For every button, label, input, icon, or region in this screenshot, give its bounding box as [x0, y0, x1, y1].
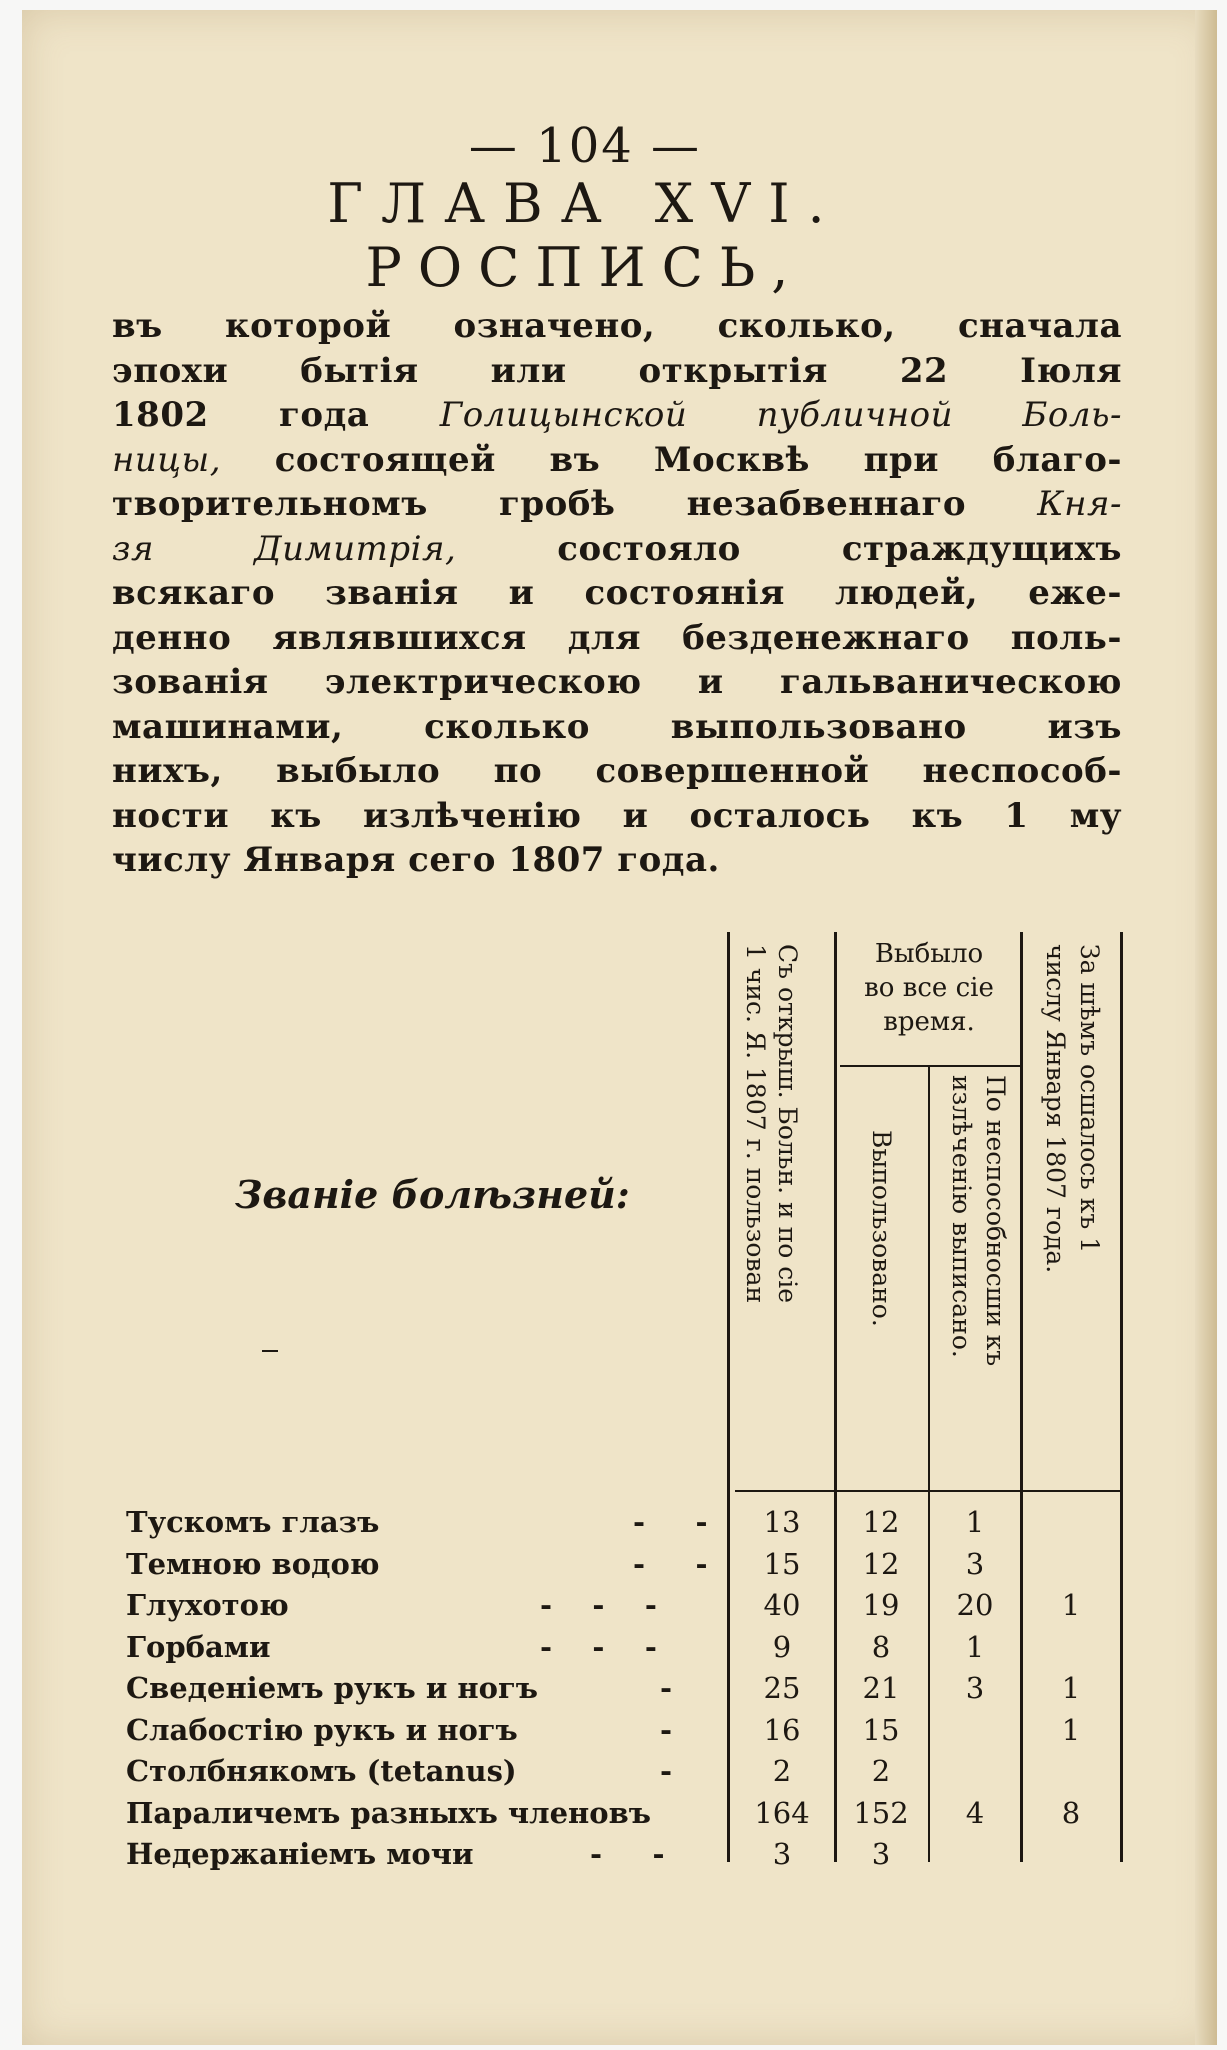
cell-cured: 19	[862, 1588, 900, 1622]
header-remaining-a: За шѣмъ осшалось къ 1	[1075, 944, 1104, 1254]
disease-name: Сведеніемъ рукъ и ногъ	[126, 1671, 539, 1705]
intro-line-6-text: состояло страждущихъ	[557, 528, 1123, 569]
cell-admitted: 16	[763, 1712, 801, 1747]
intro-line-1: въ которой означено, сколько, сначала	[112, 306, 1122, 346]
table-row	[0, 1627, 1170, 1668]
cell-discharged: 1	[965, 1505, 985, 1539]
leader-dashes: - -	[633, 1505, 708, 1539]
cell-cured: 8	[871, 1629, 891, 1664]
cell-cured: 12	[862, 1505, 900, 1539]
disease-name: Недержаніемъ мочи	[126, 1837, 474, 1871]
disease-name: Глухотою	[126, 1588, 289, 1622]
leader-dashes: - -	[633, 1546, 708, 1581]
table-row	[0, 1710, 1170, 1751]
intro-line-3	[112, 393, 1122, 438]
prince-name-start: Кня-	[1037, 484, 1123, 524]
cell-admitted: 13	[763, 1505, 801, 1539]
table-row	[0, 1751, 1170, 1792]
table-row	[0, 1793, 1170, 1834]
disease-name: Тускомъ глазъ	[126, 1505, 380, 1539]
intro-line-6	[112, 527, 1122, 572]
cell-admitted: 164	[754, 1795, 810, 1830]
cell-admitted: 25	[763, 1671, 801, 1705]
intro-line-12: ности къ излѣченію и осталось къ 1 му	[112, 795, 1122, 836]
cell-admitted: 40	[763, 1588, 801, 1622]
leader-dashes: - - -	[540, 1588, 657, 1622]
header-bottom-rule	[735, 1490, 1120, 1492]
chapter-title: ГЛАВА XVI.	[327, 172, 843, 235]
cell-remaining: 1	[1061, 1671, 1081, 1705]
intro-line-2: эпохи бытія или открытія 22 Іюля	[112, 350, 1122, 391]
cell-cured: 15	[862, 1712, 900, 1747]
cell-admitted: 2	[772, 1754, 792, 1788]
cell-remaining: 1	[1061, 1588, 1081, 1622]
cell-admitted: 3	[772, 1837, 792, 1871]
cell-admitted: 9	[772, 1629, 792, 1664]
leader-dashes: - -	[590, 1837, 665, 1871]
cell-cured: 152	[853, 1795, 909, 1830]
intro-line-5	[112, 482, 1122, 527]
disease-name: Столбнякомъ (tetanus)	[126, 1754, 517, 1788]
intro-line-13: числу Января сего 1807 года.	[112, 840, 720, 880]
disease-name: Горбами	[126, 1629, 271, 1664]
disease-column-header: Званіе болѣзней:	[235, 1172, 630, 1217]
prince-name-end: зя Димитрія,	[112, 528, 457, 569]
intro-line-4-text: состоящей въ Москвѣ при благо-	[274, 439, 1122, 480]
intro-line-4	[112, 438, 1122, 483]
cell-cured: 3	[871, 1837, 891, 1871]
group-header-3: время.	[883, 1007, 975, 1037]
hospital-name-end: ницы,	[112, 439, 222, 480]
cell-discharged: 20	[956, 1588, 994, 1622]
header-cured: Выпользовано.	[867, 1130, 896, 1327]
intro-paragraph	[112, 304, 1122, 883]
cell-admitted: 15	[763, 1546, 801, 1581]
group-header-rule	[840, 1065, 1020, 1067]
intro-line-11: нихъ, выбыло по совершенной неспособ-	[112, 751, 1122, 791]
leader-dashes: -	[660, 1754, 673, 1788]
cell-cured: 2	[871, 1754, 891, 1788]
table-row	[0, 1585, 1170, 1626]
leader-dashes: -	[660, 1671, 673, 1705]
disease-name: Темною водою	[126, 1546, 380, 1581]
intro-year: 1802 года	[112, 395, 370, 435]
table-row	[0, 1834, 1170, 1875]
leader-dashes: - - -	[540, 1629, 657, 1664]
disease-name: Параличемъ разныхъ членовъ	[126, 1795, 652, 1830]
header-discharged-a: По неспособносши къ	[981, 1075, 1010, 1367]
cell-discharged: 1	[965, 1629, 985, 1664]
cell-cured: 12	[862, 1546, 900, 1581]
table-row	[0, 1502, 1170, 1543]
page-number: — 104 —	[468, 118, 702, 174]
intro-line-5-text: творительномъ гробѣ незабвеннаго	[112, 484, 967, 524]
header-discharged-b: излѣченію выписано.	[947, 1075, 976, 1358]
dash-mark	[262, 1350, 278, 1352]
group-header-2: во все сіе	[864, 973, 994, 1003]
cell-remaining: 1	[1061, 1712, 1081, 1747]
hospital-name: Голицынской публичной Боль-	[439, 395, 1122, 435]
intro-line-8: денно являвшихся для безденежнаго поль-	[112, 617, 1122, 658]
intro-line-10: машинами, сколько выпользовано изъ	[112, 706, 1122, 747]
table-row	[0, 1544, 1170, 1585]
intro-line-9: зованія электрическою и гальваническою	[112, 662, 1122, 702]
header-admitted-a: Съ открыш. Больн. и по сіе	[773, 944, 802, 1304]
group-header-1: Выбыло	[874, 939, 984, 969]
leader-dashes: -	[660, 1712, 673, 1747]
table-row	[0, 1668, 1170, 1709]
cell-cured: 21	[862, 1671, 900, 1705]
header-admitted-b: 1 чис. Я. 1807 г. пользован	[741, 944, 770, 1304]
section-heading: РОСПИСЬ,	[365, 236, 805, 299]
cell-discharged: 3	[965, 1671, 985, 1705]
cell-discharged: 4	[965, 1795, 985, 1830]
header-remaining-b: числу Января 1807 года.	[1041, 944, 1070, 1274]
disease-name: Слабостію рукъ и ногъ	[126, 1712, 518, 1747]
cell-remaining: 8	[1061, 1795, 1081, 1830]
intro-line-7: всякаго званія и состоянія людей, ежe-	[112, 573, 1122, 613]
page-spine-edge	[1195, 10, 1217, 2045]
cell-discharged: 3	[965, 1546, 985, 1581]
